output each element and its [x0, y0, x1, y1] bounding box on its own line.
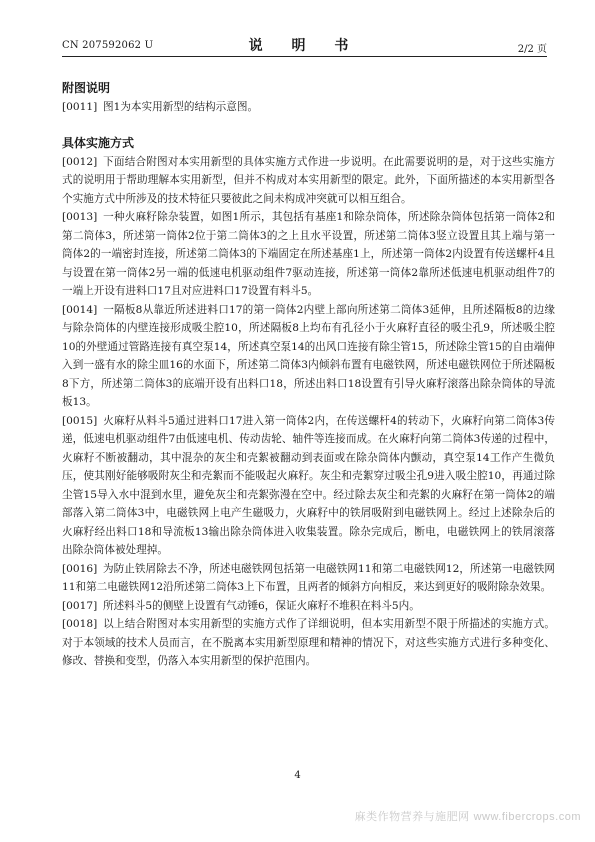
paragraph-number: [0015]	[62, 414, 98, 427]
watermark	[355, 808, 581, 824]
paragraph-number: [0012]	[62, 155, 98, 168]
paragraph-text: 所述料斗5的侧壁上设置有气动锤6，保证火麻籽不堆积在料斗5内。	[103, 599, 420, 612]
paragraph-number: [0013]	[62, 211, 98, 223]
page-number: 4	[294, 770, 301, 781]
document-body	[62, 78, 555, 671]
paragraph	[62, 301, 555, 412]
paragraph-number: [0014]	[62, 303, 98, 316]
paragraph-text: 下面结合附图对本实用新型的具体实施方式作进一步说明。在此需要说明的是，对于这些实施方式的说明用于帮助理解本实用新型，但并不构成对本实用新型的限定。此外，下面所描述的本实用新型各个实施方式中所涉及的技术特征只要彼此之间未构成冲突就可以相互组合。	[62, 155, 555, 205]
paragraph	[62, 153, 555, 209]
watermark-text: 麻类作物营养与施肥网	[354, 810, 470, 823]
paragraph-text: 一种火麻籽除杂装置，如图1所示，其包括有基座1和除杂筒体，所述除杂筒体包括第一筒体2和第二筒体3，所述第一筒体2位于第二筒体3的之上且水平设置，所述第二筒体3竖立设置且其上端与第一筒体2的一端密封连接，所述第二筒体3的下端固定在所述基座1上，所述第一筒体2内设置有传送螺杆4且与设置在第一筒体2另一端的低速电机驱动组件7驱动连接，所述第一筒体2靠所述低速电机驱动组件7的一端上开设有进料口17且对应进料口17设置有料斗5。	[62, 211, 555, 297]
paragraph-text: 一隔板8从靠近所述进料口17的第一筒体2内壁上部向所述第二筒体3延伸，且所述隔板8的边缘与除杂筒体的内壁连接形成吸尘腔10，所述隔板8上均布有孔径小于火麻籽直径的吸尘孔9，所述吸尘腔10的外壁通过管路连接有真空泵14，所述真空泵14的出风口连接有除尘管15，所述除尘管15的自由端伸入到一盛有水的除尘皿16的水面下，所述第二筒体3内倾斜布置有电磁铁网，所述电磁铁网位于所述隔板8下方，所述第二筒体3的底端开设有出料口18，所述出料口18设置有引导火麻籽滚落出除杂筒体的导流板13。	[62, 303, 555, 408]
paragraph-number: [0016]	[62, 562, 98, 575]
paragraph-number: [0018]	[62, 618, 98, 630]
page-of-count: 2/2 页	[517, 44, 547, 55]
paragraph-number: [0011]	[62, 101, 98, 113]
watermark-url: www.fibercrops.com	[473, 811, 581, 823]
paragraph-number: [0017]	[62, 599, 98, 612]
paragraph	[62, 412, 555, 560]
page-title: 说 明 书	[248, 38, 361, 54]
page-header	[62, 34, 547, 57]
paragraph	[62, 615, 555, 671]
section-heading-drawings: 附图说明	[62, 81, 111, 95]
paragraph-text: 为防止铁屑除去不净，所述电磁铁网包括第一电磁铁网11和第二电磁铁网12，所述第一电磁铁网11和第二电磁铁网12沿所述第二筒体3上下布置，且两者的倾斜方向相反，来达到更好的吸附除杂效果。	[62, 562, 555, 593]
paragraph	[62, 597, 555, 616]
paragraph	[62, 98, 555, 117]
paragraph-text: 火麻籽从料斗5通过进料口17进入第一筒体2内，在传送螺杆4的转动下，火麻籽向第二筒体3传递，低速电机驱动组件7由低速电机、传动齿轮、轴件等连接而成。在火麻籽向第二筒体3传递的过程中，火麻籽不断被翻动，其中混杂的灰尘和壳絮被翻动到表面或在除杂筒体内颤动，真空泵14工作产生微负压，使其刚好能够吸附灰尘和壳絮而不能吸起火麻籽。灰尘和壳絮穿过吸尘孔9进入吸尘腔10，再通过除尘管15导入水中混到水里，避免灰尘和壳絮弥漫在空中。经过除去灰尘和壳絮的火麻籽在第一筒体2的端部落入第二筒体3中，电磁铁网上电产生磁吸力，火麻籽中的铁屑吸附到电磁铁网上。经过上述除杂后的火麻籽经出料口18和导流板13输出除杂筒体进入收集装置。除杂完成后，断电，电磁铁网上的铁屑滚落出除杂筒体被处理掉。	[62, 414, 555, 556]
paragraph	[62, 560, 555, 597]
paragraph	[62, 208, 555, 301]
paragraph-text: 以上结合附图对本实用新型的实施方式作了详细说明，但本实用新型不限于所描述的实施方式。对于本领域的技术人员而言，在不脱离本实用新型原理和精神的情况下，对这些实施方式进行多种变化、修改、替换和变型，仍落入本实用新型的保护范围内。	[62, 618, 555, 667]
paragraph-text: 图1为本实用新型的结构示意图。	[103, 101, 259, 113]
document-number: CN 207592062 U	[62, 40, 154, 51]
section-heading-embodiments: 具体实施方式	[62, 135, 135, 150]
